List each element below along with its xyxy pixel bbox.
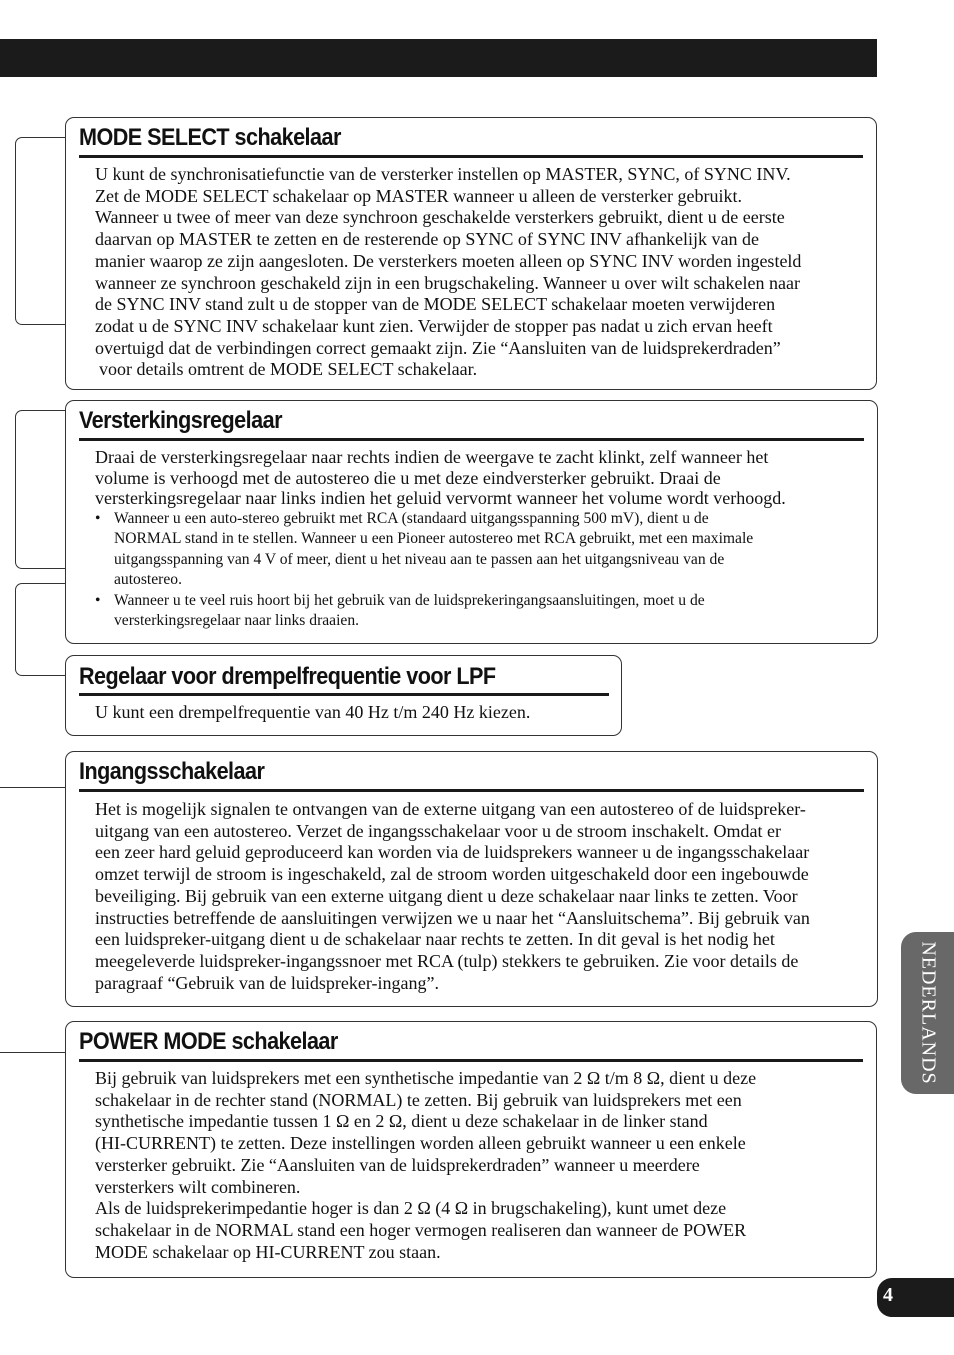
text-line: MODE schakelaar op HI-CURRENT zou staan.	[95, 1241, 441, 1262]
text-line: een zeer hard geluid geproduceerd kan worden via de luidsprekers wanneer u de ingangsschakelaar	[95, 842, 810, 863]
text-line: daarvan op MASTER te zetten en de resterende op SYNC of SYNC INV afhankelijk van de	[95, 229, 759, 250]
connector-bracket-gain	[15, 410, 66, 569]
section-title: MODE SELECT schakelaar	[79, 124, 341, 151]
section-body	[95, 799, 810, 994]
text-line: autostereo.	[114, 571, 182, 589]
title-rule	[79, 1059, 863, 1062]
text-line: versterker gebruikt. Zie “Aansluiten van de luidsprekerdraden” wanneer u meerdere	[95, 1154, 700, 1175]
text-line: instructies betreffende de aansluitingen verwijzen we u naar het “Aansluitschema”. Bij gebruik van	[95, 907, 810, 928]
text-line: zodat u de SYNC INV schakelaar kunt zien. Verwijder de stopper pas nadat u zich ervan heeft	[95, 315, 773, 336]
page-number: 4	[883, 1284, 893, 1306]
text-line: versterkers wilt combineren.	[95, 1176, 301, 1197]
section-title: Ingangsschakelaar	[79, 758, 265, 785]
section-title: Regelaar voor drempelfrequentie voor LPF	[79, 663, 496, 690]
text-line: overtuigd dat de verbindingen correct gemaakt zijn. Zie “Aansluiten van de luidsprekerdraden”	[95, 337, 781, 358]
power-mode-section	[65, 1021, 877, 1278]
section-title: POWER MODE schakelaar	[79, 1028, 338, 1055]
text-line: een luidspreker-uitgang dient u de schakelaar naar rechts te zetten. In dit geval is het nodig het	[95, 929, 775, 950]
section-title: Versterkingsregelaar	[79, 407, 282, 434]
mode-select-section	[65, 117, 877, 390]
text-line: synthetische impedantie tussen 1 Ω en 2 Ω, dient u deze schakelaar in de linker stand	[95, 1111, 708, 1132]
title-rule	[79, 789, 864, 792]
text-line: Zet de MODE SELECT schakelaar op MASTER wanneer u alleen de versterker gebruikt.	[95, 185, 742, 206]
text-line: meegeleverde luidspreker-ingangssnoer met RCA (tulp) stekkers te gebruiken. Zie voor details de	[95, 950, 799, 971]
connector-line-input	[0, 787, 65, 788]
text-line: paragraaf “Gebruik van de luidspreker-ingang”.	[95, 972, 439, 993]
text-line: manier waarop ze zijn aangesloten. De versterkers moeten alleen op SYNC INV worden ingesteld	[95, 250, 802, 271]
text-line: NORMAL stand in te stellen. Wanneer u een Pioneer autostereo met RCA gebruikt, met een maximale	[114, 530, 754, 548]
text-line: beveiliging. Bij gebruik van een externe uitgang dient u deze schakelaar naar links te zetten. Voor	[95, 885, 798, 906]
text-line: • Wanneer u te veel ruis hoort bij het gebruik van de luidsprekeringangsaansluitingen, moet u de	[114, 591, 705, 609]
text-line: Wanneer u twee of meer van deze synchroon geschakelde versterkers gebruikt, dient u de eerste	[95, 207, 785, 228]
text-line: • Wanneer u een auto-stereo gebruikt met RCA (standaard uitgangsspanning 500 mV), dient u de	[114, 509, 709, 527]
section-body	[95, 164, 801, 381]
section-body	[95, 447, 786, 632]
input-switch-section	[65, 751, 878, 1007]
text-line: omzet terwijl de stroom is ingeschakeld, zal de stroom worden uitgeschakeld door een ingebouwde	[95, 864, 809, 885]
text-line: Draai de versterkingsregelaar naar rechts indien de weergave te zacht klinkt, zelf wanneer het	[95, 447, 769, 467]
text-line: schakelaar in de rechter stand (NORMAL) te zetten. Bij gebruik van luidsprekers met een	[95, 1089, 742, 1110]
text-line: de SYNC INV stand zult u de stopper van de MODE SELECT schakelaar moeten verwijderen	[95, 294, 776, 315]
page-number-tab	[877, 1278, 954, 1317]
header-bar	[0, 39, 877, 77]
text-line: uitgang van een autostereo. Verzet de ingangsschakelaar voor u de stroom inschakelt. Omdat er	[95, 820, 781, 841]
gain-control-section	[65, 400, 878, 644]
section-body	[95, 1068, 756, 1263]
bullet-item	[95, 591, 786, 632]
title-rule	[79, 438, 864, 441]
connector-bracket-mode-select	[15, 137, 66, 325]
text-line: U kunt een drempelfrequentie van 40 Hz t/m 240 Hz kiezen.	[95, 702, 531, 722]
text-line: Bij gebruik van luidsprekers met een synthetische impedantie van 2 Ω t/m 8 Ω, dient u deze	[95, 1068, 757, 1088]
text-line: (HI-CURRENT) te zetten. Deze instellingen worden alleen gebruikt wanneer u een enkele	[95, 1133, 746, 1154]
text-line: wanneer ze synchroon geschakeld zijn in een brugschakeling. Wanneer u over wilt schakelen naar	[95, 272, 800, 293]
text-line: U kunt de synchronisatiefunctie van de versterker instellen op MASTER, SYNC, of SYNC INV.	[95, 164, 791, 184]
text-line: versterkingsregelaar naar links indien het geluid vervormt wanneer het volume wordt verhoogd.	[95, 488, 786, 508]
connector-bracket-lpf	[15, 583, 66, 676]
title-rule	[79, 693, 609, 696]
text-line: versterkingsregelaar naar links draaien.	[114, 612, 360, 630]
text-line: uitgangsspanning van 4 V of meer, dient u het niveau aan te passen aan het uitgangsniveau van de	[114, 550, 725, 568]
text-line: Als de luidsprekerimpedantie hoger is dan 2 Ω (4 Ω in brugschakeling), kunt umet deze	[95, 1198, 727, 1219]
text-line: schakelaar in de NORMAL stand een hoger vermogen realiseren dan wanneer de POWER	[95, 1219, 747, 1240]
bullet-list	[95, 509, 786, 633]
language-tab	[901, 932, 954, 1094]
lpf-section	[65, 655, 622, 736]
text-line: voor details omtrent de MODE SELECT schakelaar.	[99, 359, 478, 380]
bullet-item	[95, 509, 786, 591]
section-body	[95, 702, 530, 724]
text-line: Het is mogelijk signalen te ontvangen van de externe uitgang van een autostereo of de luidspreker-	[95, 799, 806, 819]
language-tab-label: NEDERLANDS	[917, 941, 939, 1085]
title-rule	[79, 155, 863, 158]
connector-line-power-mode	[0, 1052, 65, 1053]
text-line: volume is verhoogd met de autostereo die u met deze eindversterker gebruikt. Draai de	[95, 467, 721, 488]
